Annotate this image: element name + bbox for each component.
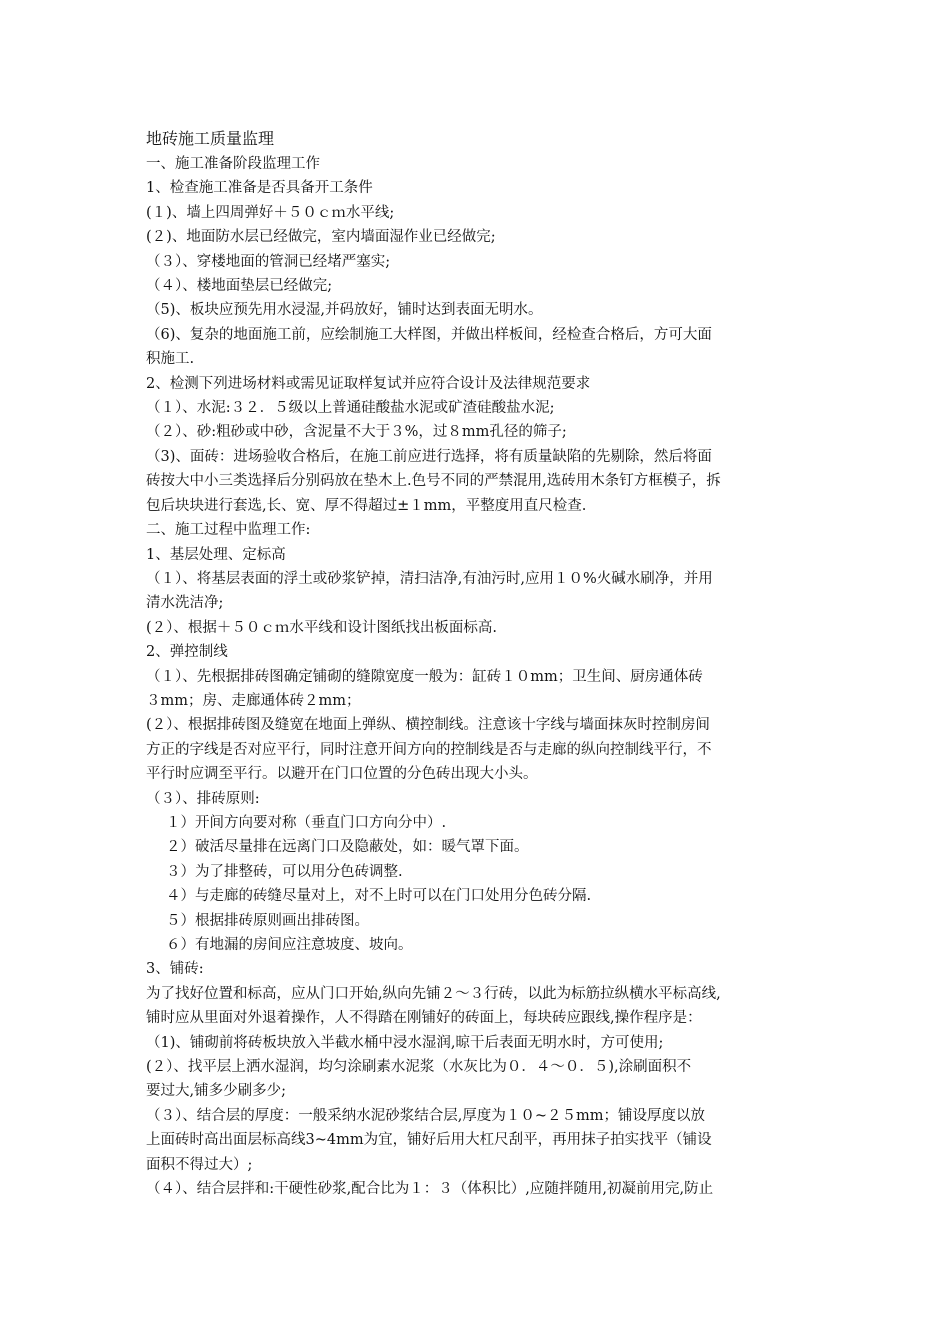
- sub-item: ６）有地漏的房间应注意坡度、坡向。: [166, 937, 413, 953]
- text-line: （6)、复杂的地面施工前，应绘制施工大样图，并做出样板间，经检查合格后，方可大面: [146, 326, 712, 343]
- text-line: （３）、排砖原则:: [146, 790, 260, 807]
- text-line: （１）、先根据排砖图确定铺砌的缝隙宽度一般为：缸砖１０mm；卫生间、厨房通体砖: [146, 668, 703, 685]
- sub-item: ５）根据排砖原则画出排砖图。: [166, 912, 369, 929]
- text-line: (２）、找平层上洒水湿润，均匀涂刷素水泥浆（水灰比为０．４～０．５),涂刷面积不: [146, 1059, 692, 1076]
- text-line: 3、铺砖:: [146, 961, 204, 978]
- text-line: （１）、水泥:３２．５级以上普通硅酸盐水泥或矿渣硅酸盐水泥;: [146, 400, 555, 417]
- text-line: 面积不得过大）;: [146, 1156, 253, 1173]
- text-line: 包后块块进行套选,长、宽、厚不得超过±１mm，平整度用直尺检查.: [146, 497, 587, 514]
- text-line: （3)、面砖：进场验收合格后，在施工前应进行选择，将有质量缺陷的先剔除，然后将面: [146, 448, 712, 465]
- text-line: （３）、穿楼地面的管洞已经堵严塞实;: [146, 253, 391, 270]
- text-line: （４）、楼地面垫层已经做完;: [146, 278, 333, 295]
- text-line: 上面砖时高出面层标高线3~4mm为宜，铺好后用大杠尺刮平，再用抹子拍实找平（铺设: [146, 1132, 712, 1149]
- sub-item: ３）为了排整砖，可以用分色砖调整.: [166, 863, 403, 880]
- text-line: （２）、砂:粗砂或中砂，含泥量不大于３%，过８mm孔径的筛子;: [146, 424, 567, 441]
- text-line: (１)、墙上四周弹好＋５０ｃｍ水平线;: [146, 204, 395, 221]
- text-line: 2、弹控制线: [146, 644, 228, 661]
- text-line: 一、施工准备阶段监理工作: [146, 156, 320, 172]
- text-line: 方正的字线是否对应平行，同时注意开间方向的控制线是否与走廊的纵向控制线平行，不: [146, 741, 712, 758]
- text-line: 1、检查施工准备是否具备开工条件: [146, 180, 373, 197]
- text-line: 铺时应从里面对外退着操作，人不得踏在刚铺好的砖面上，每块砖应跟线,操作程序是：: [146, 1010, 702, 1027]
- text-line: 为了找好位置和标高，应从门口开始,纵向先铺２～３行砖，以此为标筋拉纵横水平标高线,: [146, 985, 721, 1002]
- document-page: [146, 126, 810, 1201]
- document-title: 地砖施工质量监理: [146, 129, 275, 148]
- text-line: (２)、地面防水层已经做完，室内墙面湿作业已经做完;: [146, 229, 496, 246]
- text-line: 二、施工过程中监理工作:: [146, 522, 311, 539]
- text-line: 要过大,铺多少刷多少;: [146, 1083, 286, 1100]
- text-line: 积施工.: [146, 351, 195, 368]
- text-line: 2、检测下列进场材料或需见证取样复试并应符合设计及法律规范要求: [146, 375, 591, 392]
- text-line: （１）、将基层表面的浮土或砂浆铲掉，清扫洁净,有油污时,应用１０%火碱水刷净，并用: [146, 570, 713, 587]
- text-line: (２）、根据＋５０ｃｍ水平线和设计图纸找出板面标高.: [146, 619, 498, 636]
- text-line: 清水洗洁净;: [146, 595, 224, 612]
- sub-item: ２）破活尽量排在远离门口及隐蔽处，如：暖气罩下面。: [166, 839, 529, 856]
- text-line: ３mm；房、走廊通体砖２mm；: [146, 692, 361, 709]
- sub-item: １）开间方向要对称（垂直门口方向分中）.: [166, 814, 447, 831]
- text-line: 1、基层处理、定标高: [146, 546, 286, 563]
- text-line: （1)、铺砌前将砖板块放入半截水桶中浸水湿润,晾干后表面无明水时，方可使用;: [146, 1034, 664, 1051]
- text-line: 砖按大中小三类选择后分别码放在垫木上.色号不同的严禁混用,选砖用木条钉方框模子，拆: [146, 473, 721, 490]
- text-line: （４）、结合层拌和:干硬性砂浆,配合比为１：３（体积比）,应随拌随用,初凝前用完,防止: [146, 1181, 714, 1198]
- text-line: 平行时应调至平行。以避开在门口位置的分色砖出现大小头。: [146, 766, 538, 783]
- sub-item: ４）与走廊的砖缝尽量对上，对不上时可以在门口处用分色砖分隔.: [166, 888, 592, 905]
- text-line: （３）、结合层的厚度：一般采纳水泥砂浆结合层,厚度为１０~２５mm；铺设厚度以放: [146, 1107, 706, 1124]
- text-line: (２）、根据排砖图及缝宽在地面上弹纵、横控制线。注意该十字线与墙面抹灰时控制房间: [146, 717, 710, 734]
- text-line: （5)、板块应预先用水浸湿,并码放好，铺时达到表面无明水。: [146, 302, 543, 319]
